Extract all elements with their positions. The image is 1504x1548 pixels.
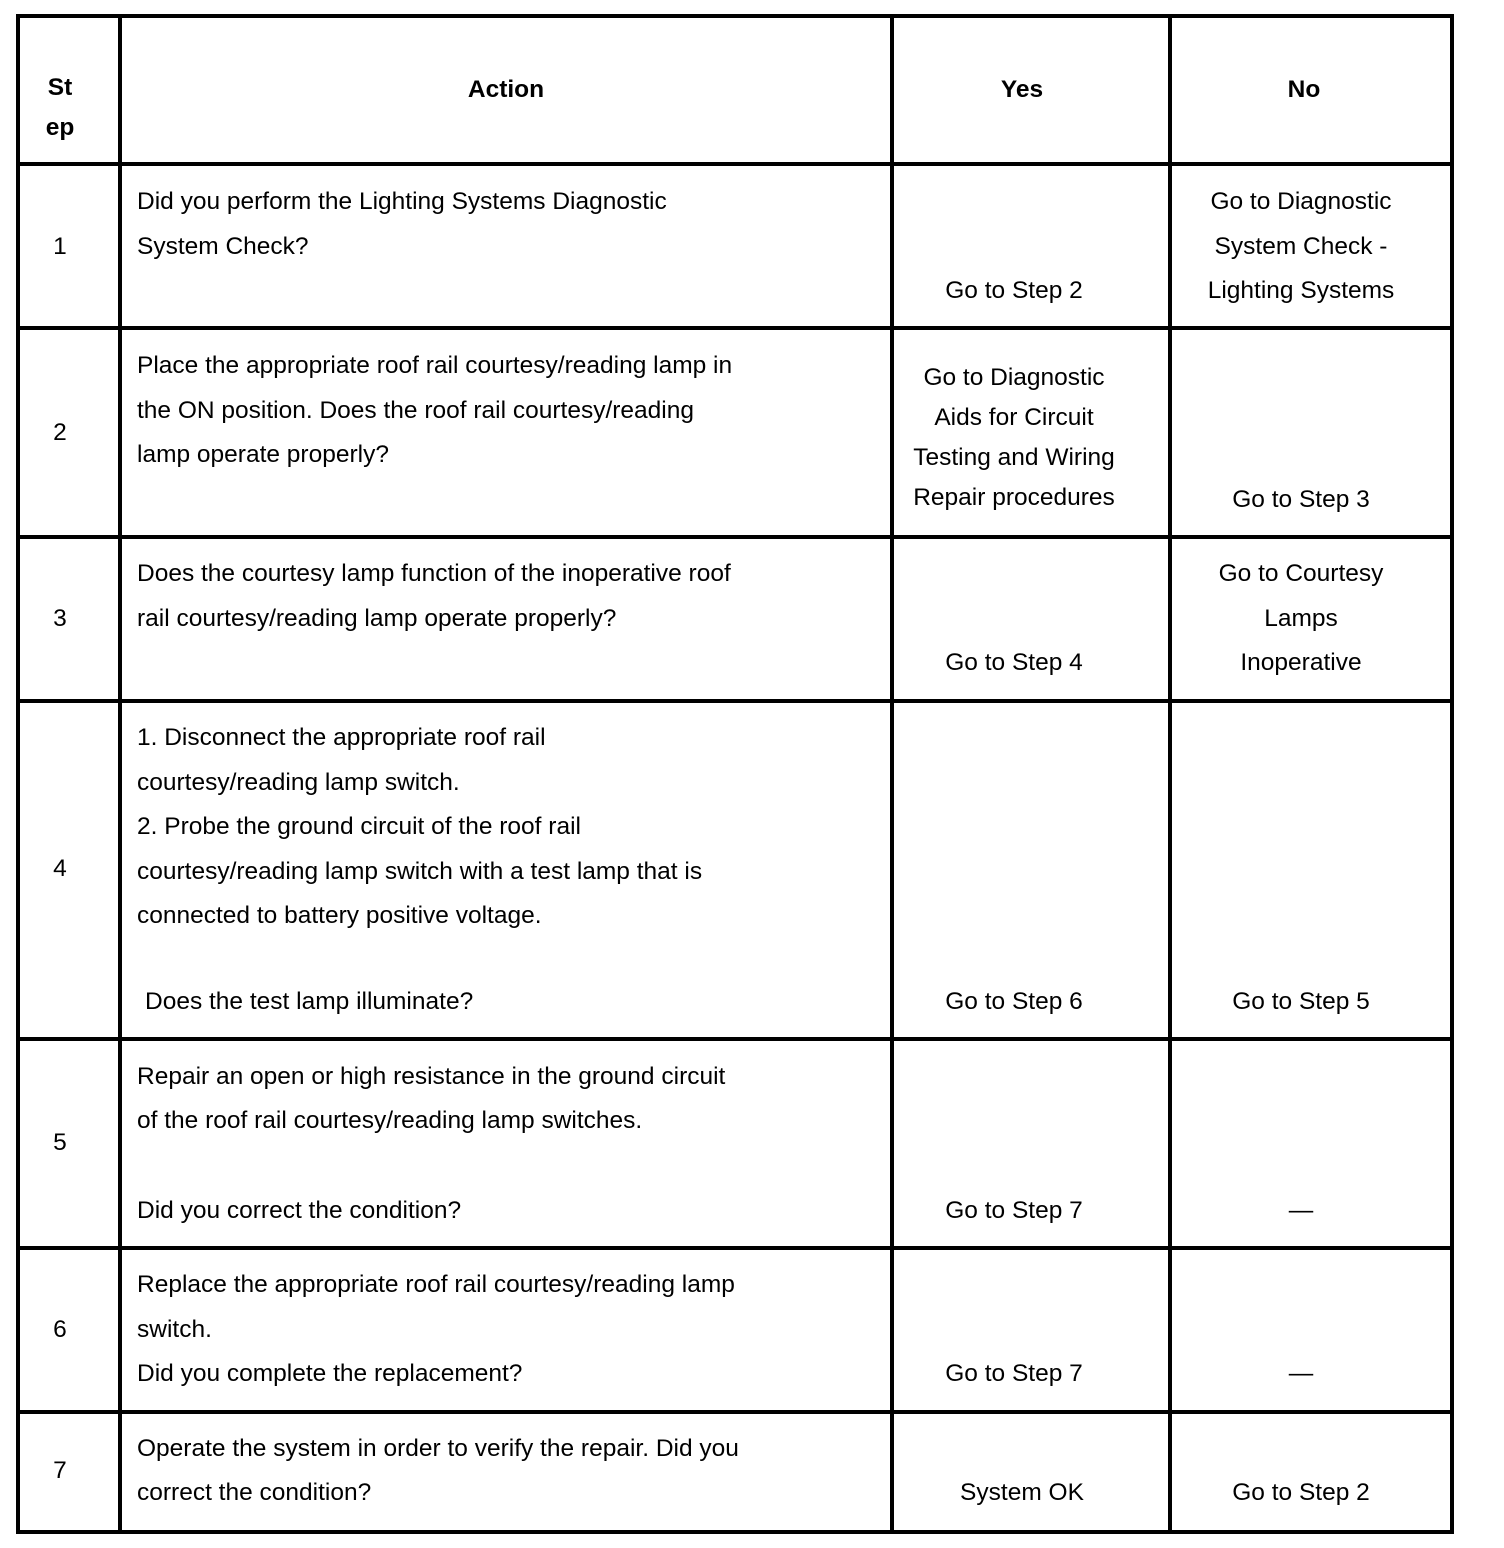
action-line: Repair an open or high resistance in the ground circuit (137, 1063, 726, 1090)
no-result: Go to Step 5 (1232, 988, 1370, 1015)
grid-line (16, 1410, 1454, 1414)
yes-result: Go to Step 7 (945, 1360, 1083, 1387)
step-number: 3 (53, 605, 67, 632)
grid-line (16, 1246, 1454, 1250)
yes-result: System OK (960, 1479, 1084, 1506)
action-line: Does the test lamp illuminate? (145, 988, 474, 1015)
action-line: correct the condition? (137, 1479, 372, 1506)
header-action: Action (467, 76, 545, 103)
grid-line (1450, 14, 1454, 1534)
yes-result: Testing and Wiring (913, 444, 1115, 471)
action-line: Operate the system in order to verify the repair. Did you (137, 1435, 739, 1462)
action-line: connected to battery positive voltage. (137, 902, 542, 929)
grid-line (16, 326, 1454, 330)
no-result: Go to Step 2 (1232, 1479, 1370, 1506)
action-line: Replace the appropriate roof rail courtesy/reading lamp (137, 1271, 735, 1298)
action-line: the ON position. Does the roof rail courtesy/reading (137, 397, 694, 424)
yes-result: Go to Step 7 (945, 1197, 1083, 1224)
step-number: 1 (53, 233, 67, 260)
header-step (20, 68, 100, 148)
action-line: of the roof rail courtesy/reading lamp switches. (137, 1107, 643, 1134)
grid-line (16, 535, 1454, 539)
action-line: Place the appropriate roof rail courtesy/reading lamp in (137, 352, 733, 379)
no-result: — (1288, 1360, 1314, 1387)
action-line: lamp operate properly? (137, 441, 389, 468)
no-result: Go to Courtesy (1218, 560, 1384, 587)
header-step-line: ep (45, 114, 75, 141)
grid-line (16, 14, 1454, 18)
grid-line (16, 1530, 1454, 1534)
step-number: 6 (53, 1316, 67, 1343)
header-no: No (1287, 76, 1321, 103)
yes-result: Go to Step 2 (945, 277, 1083, 304)
grid-line (16, 1037, 1454, 1041)
action-line: 2. Probe the ground circuit of the roof rail (137, 813, 581, 840)
action-line: switch. (137, 1316, 212, 1343)
grid-line (890, 14, 894, 1534)
action-line: courtesy/reading lamp switch with a test lamp that is (137, 858, 703, 885)
action-line: Did you correct the condition? (137, 1197, 462, 1224)
action-line: rail courtesy/reading lamp operate properly? (137, 605, 617, 632)
yes-result: Go to Step 4 (945, 649, 1083, 676)
step-number: 4 (53, 855, 67, 882)
header-yes: Yes (1000, 76, 1044, 103)
action-line: Did you perform the Lighting Systems Diagnostic (137, 188, 667, 215)
yes-result: Go to Diagnostic (923, 364, 1105, 391)
step-number: 5 (53, 1129, 67, 1156)
no-result: Inoperative (1240, 649, 1362, 676)
step-number: 7 (53, 1457, 67, 1484)
no-result: Go to Step 3 (1232, 486, 1370, 513)
yes-result: Aids for Circuit (934, 404, 1094, 431)
no-result: Lighting Systems (1207, 277, 1395, 304)
grid-line (118, 14, 122, 1534)
yes-result: Go to Step 6 (945, 988, 1083, 1015)
no-result: Go to Diagnostic (1210, 188, 1392, 215)
action-line: courtesy/reading lamp switch. (137, 769, 460, 796)
action-line: 1. Disconnect the appropriate roof rail (137, 724, 546, 751)
action-line: Does the courtesy lamp function of the inoperative roof (137, 560, 731, 587)
header-step-line: St (47, 74, 73, 101)
no-result: System Check - (1214, 233, 1388, 260)
grid-line (16, 162, 1454, 166)
no-result: Lamps (1264, 605, 1338, 632)
action-line: System Check? (137, 233, 309, 260)
no-result: — (1288, 1197, 1314, 1224)
action-line: Did you complete the replacement? (137, 1360, 523, 1387)
grid-line (16, 699, 1454, 703)
yes-result: Repair procedures (913, 484, 1115, 511)
step-number: 2 (53, 419, 67, 446)
